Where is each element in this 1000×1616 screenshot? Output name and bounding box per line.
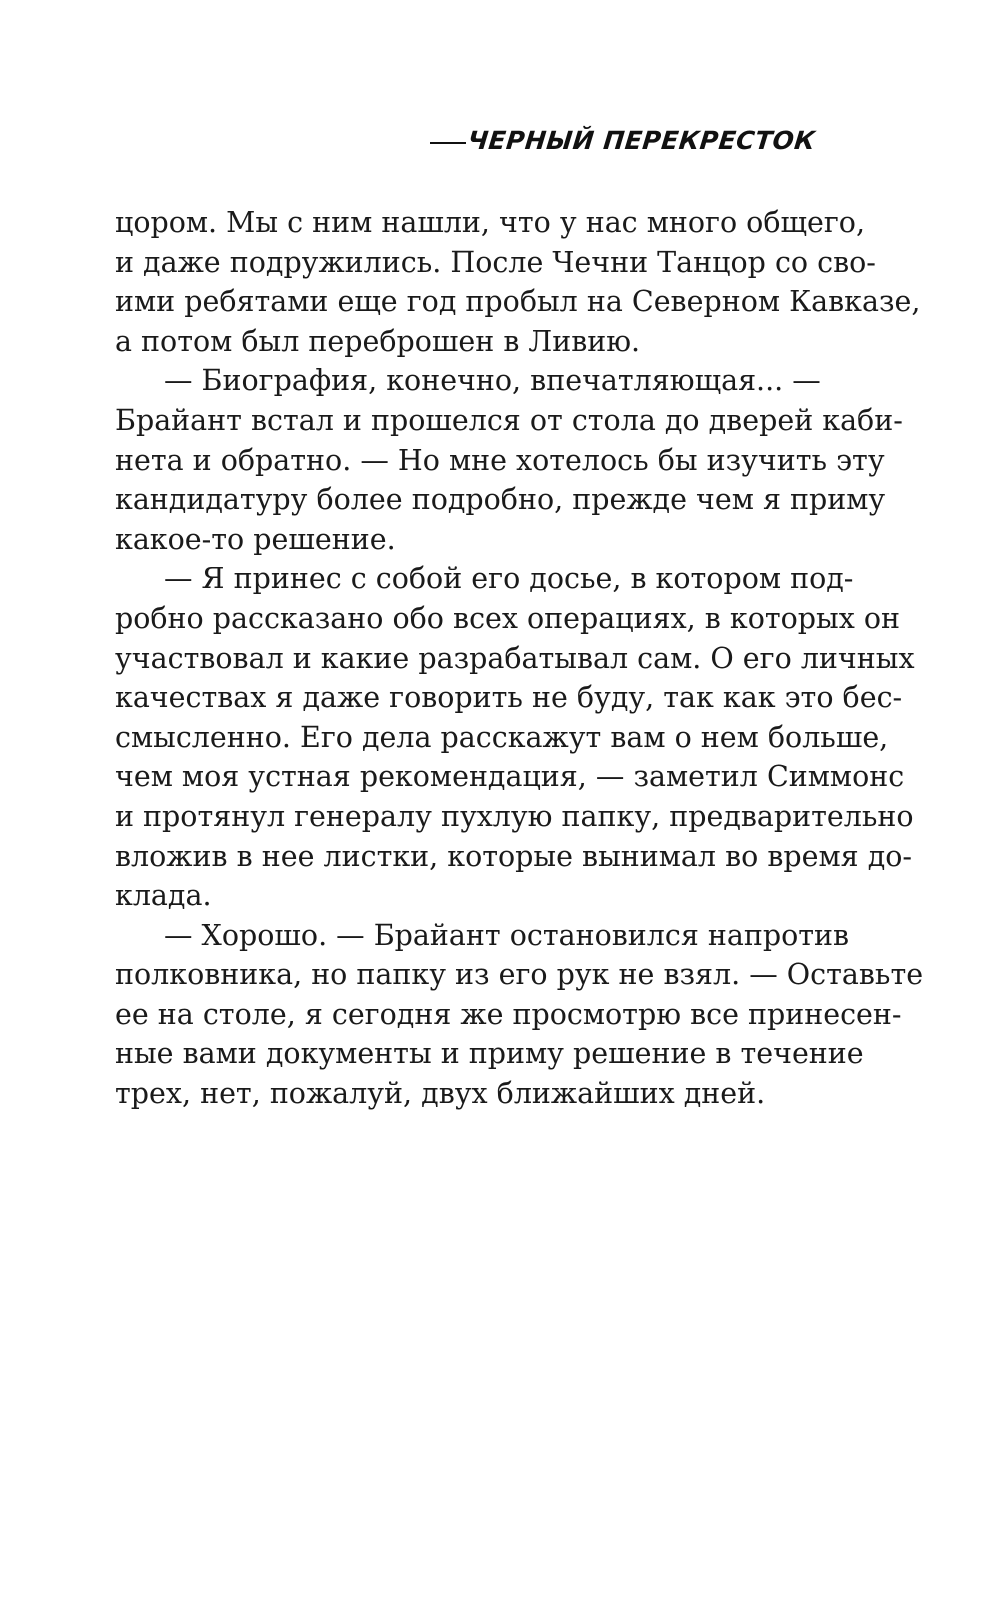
text-line: участвовал и какие разрабатывал сам. О его личных (115, 641, 915, 675)
text-line: — Биография, конечно, впечатляющая... — (164, 364, 821, 398)
text-line: чем моя устная рекомендация, — заметил Симмонс (115, 760, 905, 794)
text-line: — Хорошо. — Брайант остановился напротив (164, 918, 850, 952)
text-line: и даже подружились. После Чечни Танцор со сво- (115, 245, 876, 279)
text-line: ее на столе, я сегодня же просмотрю все принесен- (115, 997, 902, 1031)
text-line: а потом был переброшен в Ливию. (115, 324, 641, 358)
text-line: цором. Мы с ним нашли, что у нас много общего, (115, 206, 866, 239)
text-line: трех, нет, пожалуй, двух ближайших дней. (115, 1077, 766, 1111)
text-line: полковника, но папку из его рук не взял. — Оставьте (115, 958, 924, 992)
text-line: кандидатуру более подробно, прежде чем я приму (115, 483, 886, 517)
running-head (430, 128, 815, 153)
text-line: нета и обратно. — Но мне хотелось бы изучить эту (115, 443, 885, 477)
text-line: — Я принес с собой его досье, в котором под- (164, 562, 854, 596)
text-line: какое-то решение. (115, 522, 396, 556)
text-line: вложив в нее листки, которые вынимал во время до- (115, 839, 913, 873)
text-line: смысленно. Его дела расскажут вам о нем больше, (115, 720, 889, 754)
text-line: ные вами документы и приму решение в течение (115, 1037, 864, 1071)
text-line: и протянул генералу пухлую папку, предварительно (115, 799, 914, 833)
running-head-title: ЧЕРНЫЙ ПЕРЕКРЕСТОК (466, 126, 817, 155)
running-head-rule (430, 142, 466, 144)
text-line: качествах я даже говорить не буду, так как это бес- (115, 681, 903, 715)
text-line: клада. (115, 879, 212, 913)
text-line: Брайант встал и прошелся от стола до дверей каби- (115, 403, 903, 437)
text-line: ими ребятами еще год пробыл на Северном Кавказе, (115, 285, 921, 319)
text-line: робно рассказано обо всех операциях, в которых он (115, 601, 900, 635)
body-text (115, 203, 924, 1114)
